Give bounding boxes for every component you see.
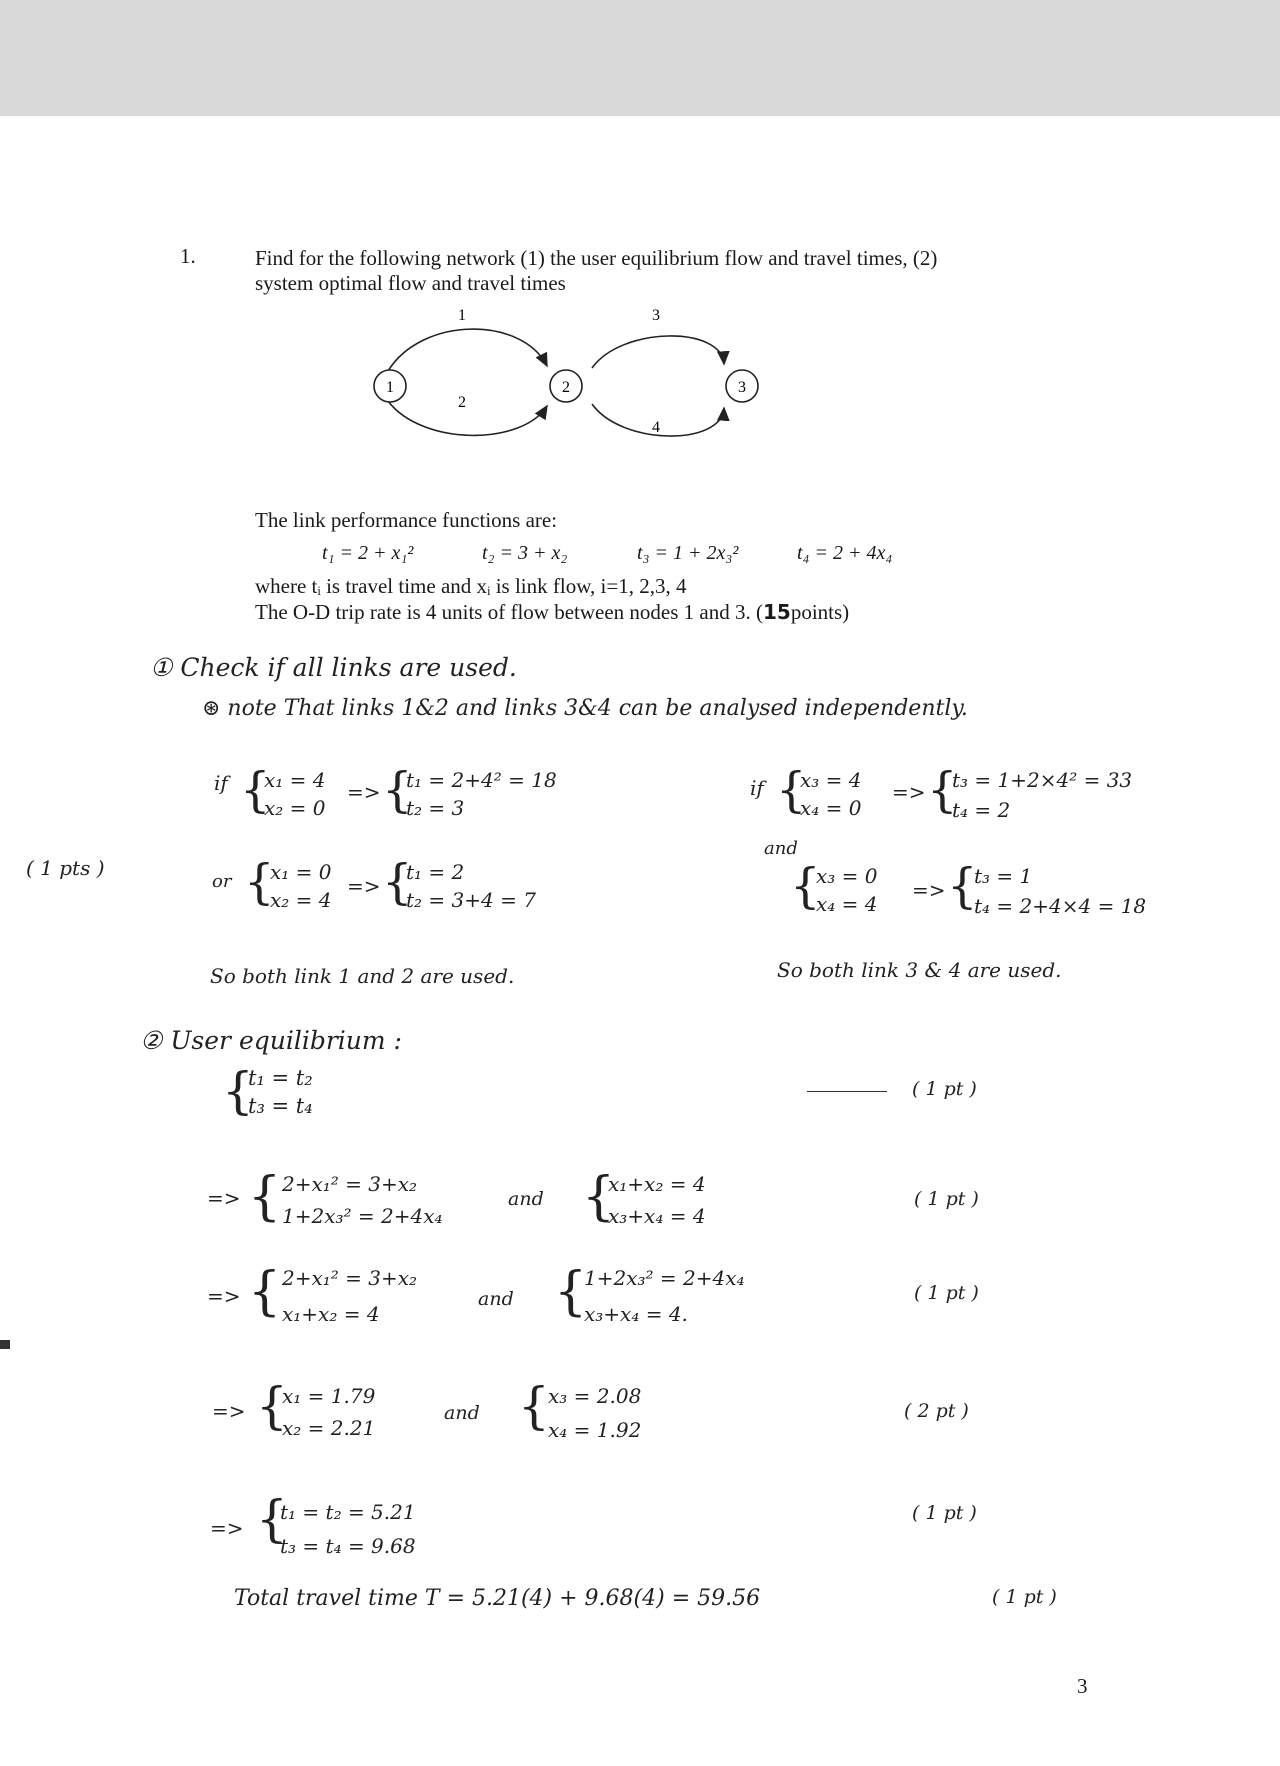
link-4-label: 4 [652, 419, 660, 436]
arrow: => [207, 1186, 241, 1210]
brace: { [382, 854, 413, 910]
brace: { [947, 858, 978, 914]
right-case1-x4: x₄ = 0 [800, 796, 862, 820]
right-case2-t4: t₄ = 2+4×4 = 18 [974, 894, 1147, 918]
arrow: => [207, 1284, 241, 1308]
row2-eq4: x₃+x₄ = 4 [608, 1204, 706, 1228]
brace: { [790, 858, 821, 914]
left-case2-t1: t₁ = 2 [406, 860, 465, 884]
total-points: ( 1 pt ) [992, 1586, 1057, 1608]
row3-eq3: 1+2x₃² = 2+4x₄ [584, 1266, 745, 1290]
row2-eq3: x₁+x₂ = 4 [608, 1172, 706, 1196]
left-case1-t2: t₂ = 3 [406, 796, 465, 820]
step2-heading: ② User equilibrium : [140, 1026, 402, 1055]
brace: { [554, 1262, 588, 1322]
step1-heading: ① Check if all links are used. [150, 653, 517, 682]
if-label-right: if [750, 776, 764, 800]
scan-top-band [0, 0, 1280, 116]
independence-note: ⊛ note That links 1&2 and links 3&4 can be analysed independently. [202, 696, 968, 721]
where-line: where tᵢ is travel time and xᵢ is link flow, i=1, 2,3, 4 [255, 574, 687, 598]
row2-eq2: 1+2x₃² = 2+4x₄ [282, 1204, 443, 1228]
row3-and: and [478, 1288, 514, 1310]
node-2-label: 2 [562, 379, 570, 396]
row3-eq2: x₁+x₂ = 4 [282, 1302, 380, 1326]
arrow: => [892, 780, 926, 804]
brace: { [776, 762, 807, 818]
brace: { [582, 1167, 616, 1227]
row4-x3: x₃ = 2.08 [548, 1384, 642, 1408]
od-line: The O-D trip rate is 4 units of flow between nodes 1 and 3. (15points) [255, 600, 850, 624]
arrow: => [347, 874, 381, 898]
row4-x4: x₄ = 1.92 [548, 1418, 642, 1442]
scan-edge-mark [0, 1340, 10, 1349]
brace: { [248, 1167, 282, 1227]
arrow: => [912, 878, 946, 902]
row4-points: ( 2 pt ) [904, 1400, 969, 1422]
right-case2-t3: t₃ = 1 [974, 864, 1033, 888]
lpf-t1: t₁ = 2 + x₁² [322, 542, 414, 564]
row2-eq1: 2+x₁² = 3+x₂ [282, 1172, 418, 1196]
left-case1-t1: t₁ = 2+4² = 18 [406, 768, 557, 792]
node-1-label: 1 [386, 379, 394, 396]
problem-statement-line2: system optimal flow and travel times [255, 271, 566, 295]
row3-points: ( 1 pt ) [914, 1282, 979, 1304]
right-case2-x3: x₃ = 0 [816, 864, 878, 888]
page-number: 3 [1077, 1674, 1088, 1698]
left-case2-x2: x₂ = 4 [270, 888, 332, 912]
and-label: and [764, 838, 798, 859]
right-case2-x4: x₄ = 4 [816, 892, 878, 916]
document-page [12, 116, 1280, 1766]
lpf-t3: t₃ = 1 + 2x₃² [637, 542, 739, 564]
lpf-heading: The link performance functions are: [255, 508, 558, 532]
row4-x2: x₂ = 2.21 [282, 1416, 376, 1440]
side-points: ( 1 pts ) [26, 856, 105, 880]
right-case1-t4: t₄ = 2 [952, 798, 1011, 822]
network-diagram [362, 306, 822, 456]
arrow: => [347, 780, 381, 804]
arrow: => [212, 1399, 246, 1423]
node-3-label: 3 [738, 379, 746, 396]
left-case1-x1: x₁ = 4 [264, 768, 326, 792]
left-conclusion: So both link 1 and 2 are used. [210, 964, 515, 988]
problem-number: 1. [180, 244, 196, 268]
brace: { [382, 762, 413, 818]
total-travel-time: Total travel time T = 5.21(4) + 9.68(4) = 59.56 [234, 1586, 761, 1611]
or-label: or [212, 871, 232, 892]
right-case1-x3: x₃ = 4 [800, 768, 862, 792]
ue-t3-t4: t₃ = t₄ [248, 1094, 313, 1118]
ue-t1-t2: t₁ = t₂ [248, 1066, 313, 1090]
link-1-arc [388, 329, 547, 371]
right-conclusion: So both link 3 & 4 are used. [777, 958, 1062, 982]
row2-and: and [508, 1188, 544, 1210]
link-3-label: 3 [652, 307, 660, 324]
right-case1-t3: t₃ = 1+2×4² = 33 [952, 768, 1133, 792]
link-2-label: 2 [458, 394, 466, 411]
row5-t3-t4: t₃ = t₄ = 9.68 [280, 1534, 416, 1558]
brace: { [244, 854, 275, 910]
left-case2-t2: t₂ = 3+4 = 7 [406, 888, 536, 912]
row4-and: and [444, 1402, 480, 1424]
row3-eq1: 2+x₁² = 3+x₂ [282, 1266, 418, 1290]
link-2-arc [388, 401, 547, 435]
row3-eq4: x₃+x₄ = 4. [584, 1302, 688, 1326]
brace: { [222, 1062, 254, 1120]
arrow: => [210, 1516, 244, 1540]
brace: { [927, 762, 958, 818]
brace: { [518, 1377, 550, 1435]
left-case2-x1: x₁ = 0 [270, 860, 332, 884]
left-case1-x2: x₂ = 0 [264, 796, 326, 820]
link-3-arc [592, 336, 724, 368]
problem-statement-line1: Find for the following network (1) the user equilibrium flow and travel times, (2) [255, 246, 938, 270]
row2-points: ( 1 pt ) [914, 1188, 979, 1210]
row4-x1: x₁ = 1.79 [282, 1384, 376, 1408]
brace: { [240, 762, 271, 818]
row5-t1-t2: t₁ = t₂ = 5.21 [280, 1500, 416, 1524]
if-label-left: if [214, 771, 228, 795]
brace: { [256, 1490, 288, 1548]
ue-points: ( 1 pt ) [912, 1078, 977, 1100]
row5-points: ( 1 pt ) [912, 1502, 977, 1524]
link-1-label: 1 [458, 307, 466, 324]
leader-line [807, 1091, 887, 1092]
brace: { [256, 1377, 288, 1435]
od-points-value: 15 [762, 600, 791, 624]
lpf-t2: t₂ = 3 + x₂ [482, 542, 568, 564]
lpf-t4: t₄ = 2 + 4x₄ [797, 542, 893, 564]
brace: { [248, 1262, 282, 1322]
